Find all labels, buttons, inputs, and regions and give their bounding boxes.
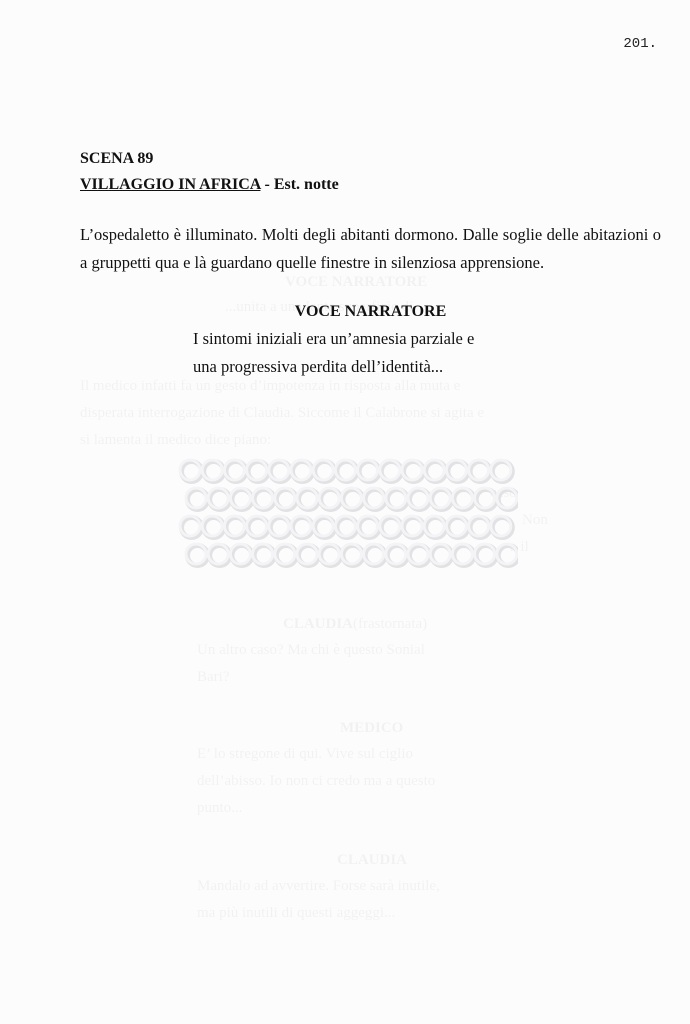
bleed-text: [340, 720, 403, 737]
scene-heading: [80, 146, 339, 198]
page-number: 201.: [623, 36, 657, 52]
action-paragraph: L’ospedaletto è illuminato. Molti degli abitanti dormono. Dalle soglie delle abitazioni o a gruppetti qua e là guardano quelle finestre in silenziosa apprensione.: [80, 225, 661, 272]
bleed-text: [197, 878, 440, 895]
watermark: [176, 452, 518, 580]
bleed-text: [522, 512, 548, 529]
dialogue-line: I sintomi iniziali era un’amnesia parziale e: [193, 329, 475, 348]
bleed-text: [197, 773, 435, 790]
dialogue-line: una progressiva perdita dell’identità...: [193, 357, 444, 376]
bleed-text: [80, 432, 271, 449]
bleed-text: [283, 616, 427, 633]
character-name: VOCE NARRATORE: [294, 303, 447, 320]
bleed-text: [197, 642, 425, 659]
bleed-text: [197, 800, 242, 817]
scene-time: - Est. notte: [260, 176, 339, 193]
watermark-graphic: [176, 452, 518, 580]
bleed-text: [197, 746, 413, 763]
dialogue-block: [193, 325, 573, 381]
bleed-text: [197, 669, 229, 686]
scene-slugline: [80, 172, 339, 198]
bleed-text: [197, 905, 395, 922]
bleed-text: [337, 852, 407, 869]
bleed-text: [80, 405, 484, 422]
scene-number: SCENA 89: [80, 150, 154, 167]
scene-location: VILLAGGIO IN AFRICA: [80, 176, 261, 193]
